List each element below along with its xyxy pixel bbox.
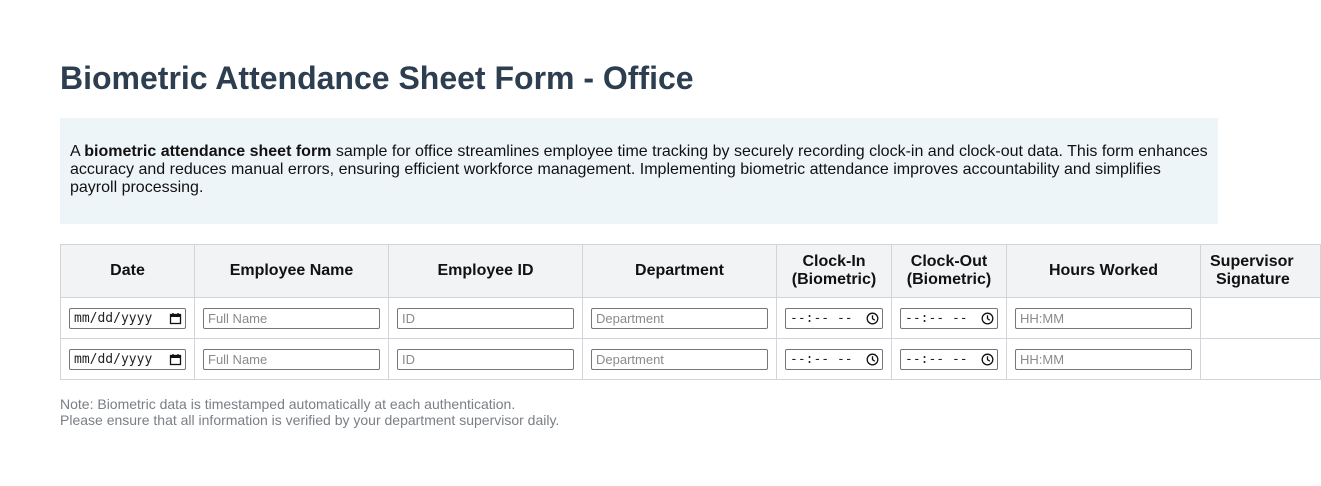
hours-worked-input[interactable] bbox=[1015, 349, 1192, 370]
clock-icon[interactable] bbox=[981, 353, 994, 366]
employee-id-input[interactable] bbox=[397, 349, 574, 370]
footer-note bbox=[60, 396, 559, 428]
note-line-2: Please ensure that all information is verified by your department supervisor daily. bbox=[60, 412, 560, 428]
cell-department bbox=[583, 298, 777, 339]
clock-out-input[interactable] bbox=[900, 308, 998, 329]
cell-employee-id bbox=[389, 298, 583, 339]
table-row bbox=[61, 298, 1321, 339]
page-title: Biometric Attendance Sheet Form - Office bbox=[60, 60, 694, 96]
clock-icon[interactable] bbox=[981, 312, 994, 325]
intro-bold: biometric attendance sheet form bbox=[84, 143, 332, 160]
supervisor-label: Supervisor bbox=[1210, 253, 1294, 270]
cell-date bbox=[61, 298, 195, 339]
cell-clock-out bbox=[892, 298, 1007, 339]
department-input[interactable] bbox=[591, 308, 768, 329]
clock-in-input[interactable] bbox=[785, 308, 883, 329]
col-header-employee-id: Employee ID bbox=[389, 245, 583, 298]
hours-worked-input[interactable] bbox=[1015, 308, 1192, 329]
col-header-clock-in bbox=[777, 245, 892, 298]
header-row bbox=[61, 245, 1321, 298]
intro-box bbox=[60, 118, 1218, 224]
cell-employee-id bbox=[389, 339, 583, 380]
col-header-department: Department bbox=[583, 245, 777, 298]
cell-hours-worked bbox=[1007, 339, 1201, 380]
calendar-icon[interactable] bbox=[169, 353, 182, 366]
cell-clock-out bbox=[892, 339, 1007, 380]
clock-in-placeholder: --:-- -- bbox=[790, 310, 853, 326]
cell-clock-in bbox=[777, 339, 892, 380]
cell-supervisor-signature[interactable] bbox=[1201, 298, 1321, 339]
clock-in-input[interactable] bbox=[785, 349, 883, 370]
attendance-table bbox=[60, 244, 1321, 380]
clock-out-placeholder: --:-- -- bbox=[905, 351, 968, 367]
date-placeholder: mm/dd/yyyy bbox=[74, 351, 153, 367]
employee-name-input[interactable] bbox=[203, 349, 380, 370]
calendar-icon[interactable] bbox=[169, 312, 182, 325]
cell-hours-worked bbox=[1007, 298, 1201, 339]
signature-label: Signature bbox=[1216, 271, 1290, 288]
col-header-employee-name: Employee Name bbox=[195, 245, 389, 298]
clock-in-sub: (Biometric) bbox=[791, 271, 877, 288]
clock-out-input[interactable] bbox=[900, 349, 998, 370]
date-input[interactable] bbox=[69, 308, 186, 329]
date-placeholder: mm/dd/yyyy bbox=[74, 310, 153, 326]
cell-clock-in bbox=[777, 298, 892, 339]
table-row bbox=[61, 339, 1321, 380]
clock-icon[interactable] bbox=[866, 353, 879, 366]
department-input[interactable] bbox=[591, 349, 768, 370]
clock-out-label: Clock-Out bbox=[910, 253, 988, 270]
clock-in-placeholder: --:-- -- bbox=[790, 351, 853, 367]
date-input[interactable] bbox=[69, 349, 186, 370]
col-header-hours-worked: Hours Worked bbox=[1007, 245, 1201, 298]
col-header-date: Date bbox=[61, 245, 195, 298]
clock-out-sub: (Biometric) bbox=[906, 271, 992, 288]
attendance-table-wrapper[interactable] bbox=[60, 244, 1294, 384]
cell-employee-name bbox=[195, 339, 389, 380]
col-header-supervisor-signature bbox=[1201, 245, 1321, 298]
col-header-clock-out bbox=[892, 245, 1007, 298]
clock-in-label: Clock-In bbox=[802, 253, 866, 270]
employee-id-input[interactable] bbox=[397, 308, 574, 329]
cell-employee-name bbox=[195, 298, 389, 339]
clock-out-placeholder: --:-- -- bbox=[905, 310, 968, 326]
cell-supervisor-signature[interactable] bbox=[1201, 339, 1321, 380]
note-line-1: Note: Biometric data is timestamped automatically at each authentication. bbox=[60, 396, 516, 412]
cell-date bbox=[61, 339, 195, 380]
clock-icon[interactable] bbox=[866, 312, 879, 325]
intro-rest: sample for office streamlines employee time tracking by securely recording clock-in and clock-out data. This form enhances accuracy and reduces manual errors, ensuring efficient workforce management. Implementing biometric attendance improves accountability and simplifies payroll processing. bbox=[70, 143, 1208, 196]
employee-name-input[interactable] bbox=[203, 308, 380, 329]
cell-department bbox=[583, 339, 777, 380]
intro-lead: A bbox=[70, 143, 85, 160]
